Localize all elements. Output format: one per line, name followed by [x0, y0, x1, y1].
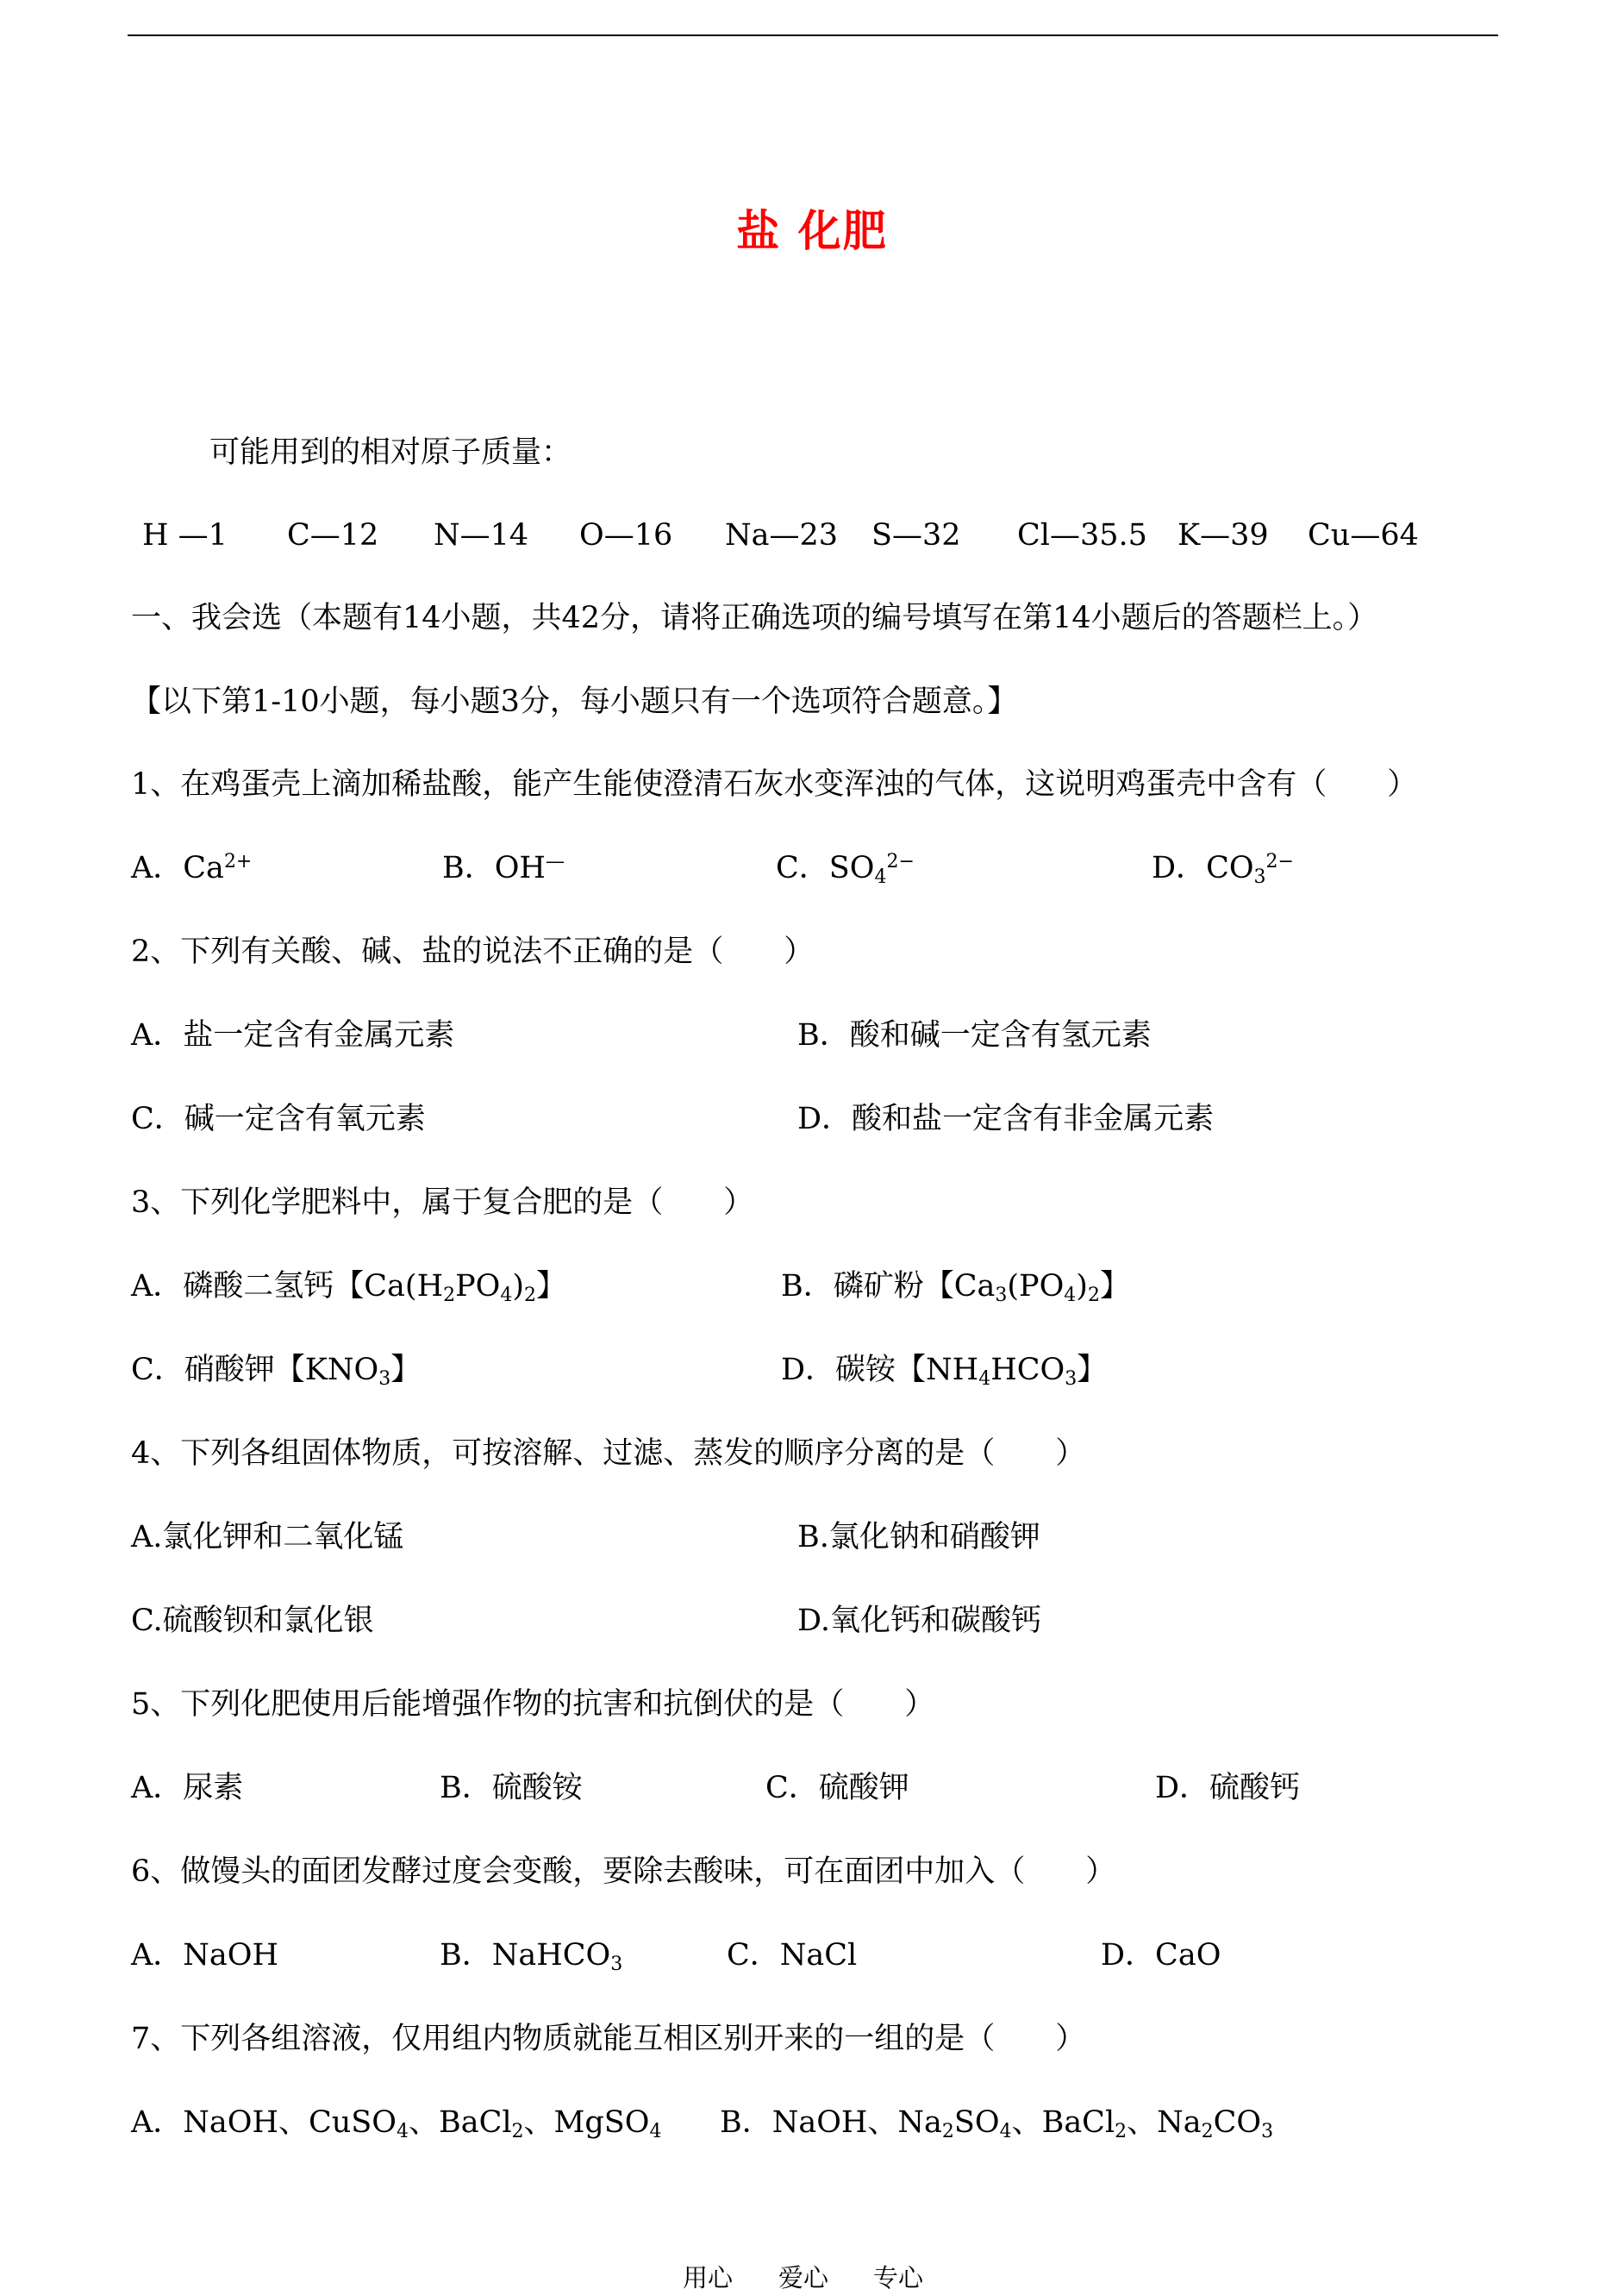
mass-h: H —1 — [142, 518, 228, 553]
q7-option-a: A．NaOH、CuSO$_4$、BaCl$_2$、MgSO$_4$ — [131, 2105, 662, 2142]
question-6-stem: 6、做馒头的面团发酵过度会变酸，要除去酸味，可在面团中加入（ ） — [131, 1854, 1116, 1889]
q4-option-b: B.氯化钠和硝酸钾 — [797, 1520, 1040, 1554]
q3-option-a: A．磷酸二氢钙【$Ca(H_2PO_4)_2$】 — [131, 1269, 567, 1306]
q5-option-b: B．硫酸铵 — [440, 1771, 583, 1805]
footer-word-3: 专心 — [873, 2263, 924, 2292]
header-rule — [128, 34, 1498, 36]
mass-cu: Cu—64 — [1308, 518, 1419, 553]
q3-option-b: B．磷矿粉【$Ca_3(PO_4)_2$】 — [781, 1269, 1130, 1306]
q4-option-c: C.硫酸钡和氯化银 — [131, 1604, 374, 1638]
footer-word-1: 用心 — [683, 2263, 734, 2292]
q6-option-c: C．NaCl — [727, 1938, 858, 1973]
footer-word-2: 爱心 — [778, 2263, 829, 2292]
q4-option-d: D.氧化钙和碳酸钙 — [797, 1604, 1041, 1638]
question-2-stem: 2、下列有关酸、碱、盐的说法不正确的是（ ） — [131, 935, 815, 969]
q2-option-b: B．酸和碱一定含有氢元素 — [797, 1018, 1152, 1053]
q6-option-b: B．NaHCO$_3$ — [440, 1938, 623, 1975]
q2-option-d: D．酸和盐一定含有非金属元素 — [797, 1102, 1215, 1136]
q1-option-d: D．$CO_3^{2-}$ — [1152, 851, 1294, 888]
page-title: 盐 化肥 — [736, 205, 888, 256]
question-4-stem: 4、下列各组固体物质，可按溶解、过滤、蒸发的顺序分离的是（ ） — [131, 1436, 1086, 1471]
q5-option-d: D．硫酸钙 — [1155, 1771, 1301, 1805]
q6-option-d: D．CaO — [1101, 1938, 1221, 1973]
q2-option-c: C．碱一定含有氧元素 — [131, 1102, 426, 1136]
q3-option-d: D．碳铵【$NH_4HCO_3$】 — [781, 1353, 1108, 1390]
q7-option-b: B．NaOH、$Na_2SO_4$、BaCl$_2$、$Na_2CO_3$ — [720, 2105, 1274, 2142]
q3-option-c: C．硝酸钾【$KNO_3$】 — [131, 1353, 422, 1390]
section-note: 【以下第1-10小题，每小题3分，每小题只有一个选项符合题意。】 — [131, 685, 1018, 719]
mass-n: N—14 — [434, 518, 529, 553]
mass-cl: Cl—35.5 — [1017, 518, 1147, 553]
mass-o: O—16 — [579, 518, 673, 553]
q4-option-a: A.氯化钾和二氧化锰 — [131, 1520, 404, 1554]
mass-k: K—39 — [1177, 518, 1269, 553]
q6-option-a: A．NaOH — [131, 1938, 278, 1973]
q1-option-b: B．OH— — [442, 851, 565, 885]
question-3-stem: 3、下列化学肥料中，属于复合肥的是（ ） — [131, 1185, 754, 1220]
q5-option-c: C．硫酸钾 — [765, 1771, 909, 1805]
section-heading: 一、我会选（本题有14小题，共42分，请将正确选项的编号填写在第14小题后的答题栏上。） — [131, 601, 1378, 635]
q1-option-a: A．$Ca^{2+}$ — [131, 851, 253, 885]
question-1-stem: 1、在鸡蛋壳上滴加稀盐酸，能产生能使澄清石灰水变浑浊的气体，这说明鸡蛋壳中含有（ ） — [131, 767, 1418, 802]
question-7-stem: 7、下列各组溶液，仅用组内物质就能互相区别开来的一组的是（ ） — [131, 2022, 1086, 2056]
intro-text: 可能用到的相对原子质量： — [209, 435, 572, 470]
mass-na: Na—23 — [725, 518, 839, 553]
q1-option-c: C．$SO_4^{2-}$ — [776, 851, 915, 888]
q5-option-a: A．尿素 — [131, 1771, 244, 1805]
q2-option-a: A．盐一定含有金属元素 — [131, 1018, 455, 1053]
question-5-stem: 5、下列化肥使用后能增强作物的抗害和抗倒伏的是（ ） — [131, 1687, 935, 1722]
mass-c: C—12 — [287, 518, 379, 553]
mass-s: S—32 — [871, 518, 961, 553]
